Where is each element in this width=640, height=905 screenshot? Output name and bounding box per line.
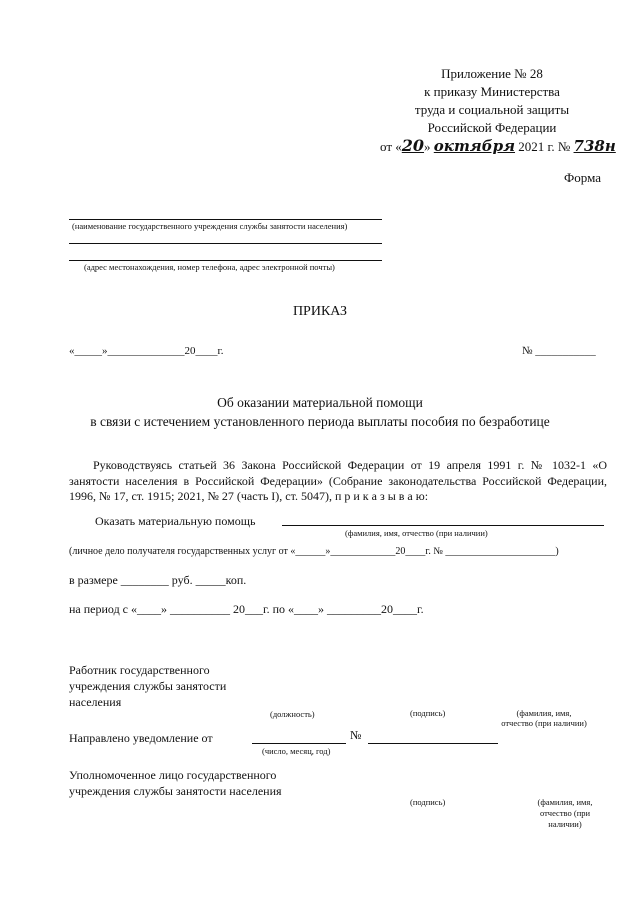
fio2-caption-b: отчество (при: [539, 808, 591, 818]
country-name: Российской Федерации: [427, 120, 557, 135]
subject-line-2: в связи с истечением установленного периода выплаты пособия по безработице: [90, 414, 550, 429]
date-mid: »: [424, 139, 431, 154]
ministry-name: труда и социальной защиты: [414, 102, 570, 117]
document-title: ПРИКАЗ: [292, 304, 348, 319]
amount-line: в размере ________ руб. _____коп.: [69, 573, 247, 587]
worker-title-line-1: Работник государственного: [69, 663, 210, 677]
form-label: Форма: [564, 170, 601, 185]
order-number-field: № ___________: [522, 345, 596, 357]
fio-caption-a: (фамилия, имя,: [516, 708, 572, 718]
authorized-line-1: Уполномоченное лицо государственного: [69, 768, 277, 782]
worker-title-line-2: учреждения службы занятости: [69, 679, 227, 693]
fio-caption-b: отчество (при наличии): [501, 718, 587, 728]
case-file-line: (личное дело получателя государственных услуг от «______»_____________20____г. № ______________________): [69, 546, 559, 557]
handwritten-day: 20: [401, 136, 425, 155]
institution-extra-line: [69, 243, 382, 244]
notice-date-line: [252, 743, 346, 744]
date-prefix: от «: [380, 139, 402, 154]
institution-name-caption: (наименование государственного учреждения службы занятости населения): [72, 221, 348, 231]
worker-title-line-3: населения: [69, 695, 122, 709]
fio2-caption-c: наличии): [548, 819, 582, 829]
position-caption: (должность): [270, 709, 315, 719]
year-text: 2021 г. №: [518, 139, 571, 154]
notice-label: Направлено уведомление от: [69, 731, 213, 745]
order-reference: к приказу Министерства: [424, 84, 560, 99]
institution-address-caption: (адрес местонахождения, номер телефона, адрес электронной почты): [84, 262, 335, 272]
notice-number-line: [368, 743, 498, 744]
institution-name-line: [69, 219, 382, 220]
subject-line-1: Об оказании материальной помощи: [217, 395, 423, 410]
fio2-caption-a: (фамилия, имя,: [537, 797, 593, 807]
institution-address-line: [69, 260, 382, 261]
period-line: на период с «____» __________ 20___г. по «____» _________20____г.: [69, 602, 424, 616]
notice-date-caption: (число, месяц, год): [262, 746, 331, 756]
notice-number-sign: №: [350, 728, 362, 742]
authorized-line-2: учреждения службы занятости населения: [69, 784, 282, 798]
assistance-label: Оказать материальную помощь: [95, 514, 256, 528]
order-date-field: «_____»______________20____г.: [69, 345, 224, 357]
signature-caption-2: (подпись): [410, 797, 446, 807]
recipient-name-caption: (фамилия, имя, отчество (при наличии): [345, 528, 488, 538]
handwritten-month: октября: [433, 137, 516, 155]
legal-basis-paragraph: Руководствуясь статьей 36 Закона Российской Федерации от 19 апреля 1991 г. № 1032-1 «О занятости населения в Российской Федерации» (Собрание законодательства Российской Федерации, 1996, № 17, ст. 1915; 2021, № 27 (часть I), ст. 5047), п р и к а з ы в а ю:: [69, 458, 607, 503]
signature-caption: (подпись): [410, 708, 446, 718]
handwritten-number: 738н: [573, 137, 616, 155]
recipient-name-line: [282, 525, 604, 526]
appendix-number: Приложение № 28: [441, 66, 543, 81]
order-date-line: [380, 136, 616, 155]
